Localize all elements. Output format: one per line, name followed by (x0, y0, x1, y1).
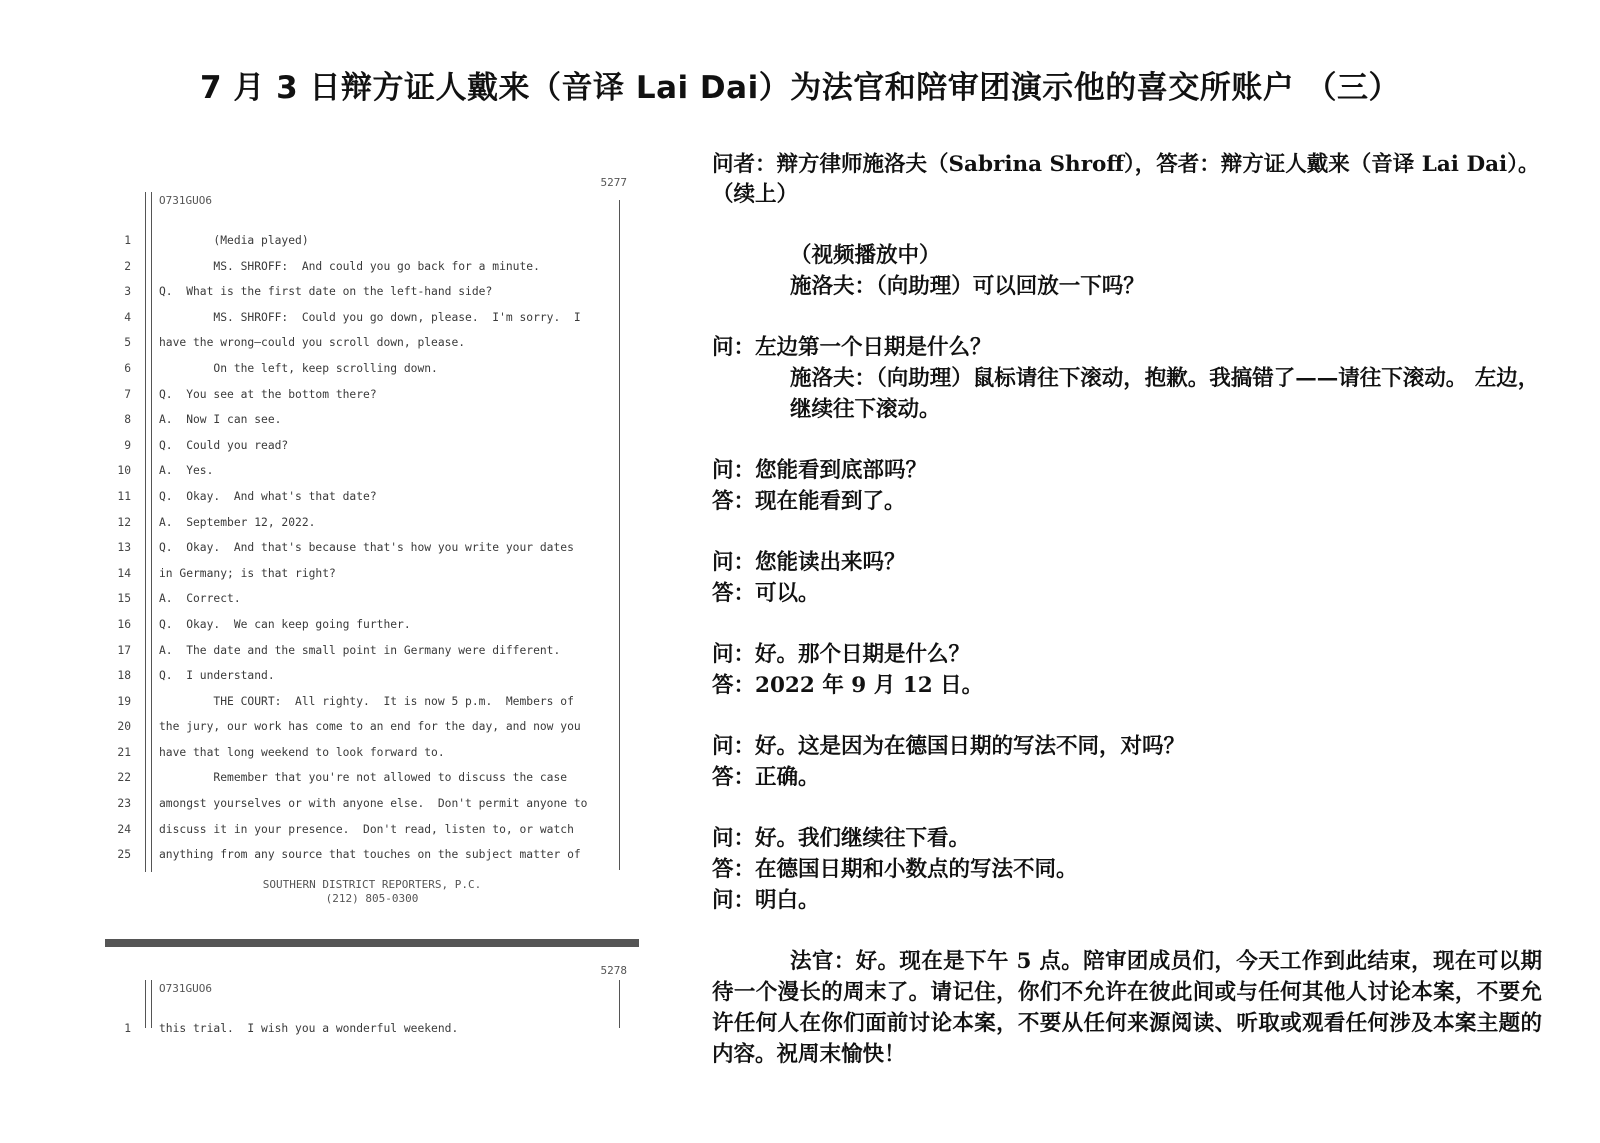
question-6: 问：好。我们继续往下看。 (712, 826, 971, 851)
line-number: 18 (117, 669, 131, 683)
line-number: 22 (117, 771, 131, 785)
line-text: Q. Okay. And what's that date? (159, 489, 377, 503)
line-text: On the left, keep scrolling down. (159, 361, 438, 375)
transcript-lines (105, 228, 615, 868)
line-number: 7 (124, 387, 131, 401)
transcript-line (105, 842, 615, 868)
case-code: O731GUO6 (159, 194, 212, 207)
line-number: 6 (124, 361, 131, 375)
line-text: A. The date and the small point in Germany were different. (159, 643, 561, 657)
page-divider (105, 939, 639, 947)
transcript-line (105, 382, 615, 408)
transcript-line (105, 1016, 615, 1042)
line-number: 16 (117, 617, 131, 631)
line-number: 10 (117, 464, 131, 478)
translation-header: 问者：辩方律师施洛夫（Sabrina Shroff），答者：辩方证人戴来（音译 Lai Dai）。（续上） (712, 152, 1540, 207)
transcript-line (105, 612, 615, 638)
transcript-line (105, 740, 615, 766)
reporter-name: SOUTHERN DISTRICT REPORTERS, P.C. (262, 878, 482, 891)
line-number: 13 (117, 541, 131, 555)
transcript-line (105, 791, 615, 817)
transcript-line (105, 330, 615, 356)
line-number: 15 (117, 592, 131, 606)
line-number: 24 (117, 822, 131, 836)
transcript-line (105, 561, 615, 587)
answer-3: 答：可以。 (712, 581, 820, 606)
transcript-line (105, 458, 615, 484)
line-text: Q. What is the first date on the left-hand side? (159, 285, 493, 299)
transcript-line (105, 228, 615, 254)
right-margin-rule (619, 200, 620, 870)
line-number: 5 (124, 336, 131, 350)
line-text: in Germany; is that right? (159, 566, 336, 580)
transcript-line (105, 279, 615, 305)
reporter-footer (105, 878, 639, 906)
line-number: 2 (124, 259, 131, 273)
line-text: Q. I understand. (159, 669, 275, 683)
line-text: MS. SHROFF: And could you go back for a minute. (159, 259, 540, 273)
answer-2: 答：现在能看到了。 (712, 489, 906, 514)
line-number: 4 (124, 310, 131, 324)
line-text: Q. Okay. And that's because that's how you write your dates (159, 541, 574, 555)
transcript-line (105, 510, 615, 536)
line-text: MS. SHROFF: Could you go down, please. I'm sorry. I (159, 310, 581, 324)
line-text: the jury, our work has come to an end for the day, and now you (159, 720, 581, 734)
court-remark: 法官：好。现在是下午 5 点。陪审团成员们，今天工作到此结束，现在可以期待一个漫长的周末了。请记住，你们不允许在彼此间或与任何其他人讨论本案，不要允许任何人在你们面前讨论本案，不要从任何来源阅读、听取或观看任何涉及本案主题的内容。祝周末愉快！ (712, 949, 1542, 1067)
line-number: 21 (117, 745, 131, 759)
line-number: 11 (117, 489, 131, 503)
transcript-line (105, 689, 615, 715)
page-title: 7 月 3 日辩方证人戴来（音译 Lai Dai）为法官和陪审团演示他的喜交所账户 （三） (200, 70, 1400, 106)
line-text: this trial. I wish you a wonderful weekend. (159, 1022, 459, 1035)
transcript-line (105, 356, 615, 382)
transcript-line (105, 586, 615, 612)
question-3: 问：您能读出来吗？ (712, 550, 906, 575)
page-number: 5278 (600, 964, 627, 977)
line-text: A. Now I can see. (159, 413, 282, 427)
line-text: anything from any source that touches on the subject matter of (159, 848, 581, 862)
line-text: amongst yourselves or with anyone else. Don't permit anyone to (159, 797, 588, 811)
answer-4: 答：2022 年 9 月 12 日。 (712, 673, 984, 698)
line-text: A. September 12, 2022. (159, 515, 316, 529)
line-number: 17 (117, 643, 131, 657)
transcript-line (105, 663, 615, 689)
line-text: Q. Okay. We can keep going further. (159, 617, 411, 631)
chinese-translation (712, 150, 1542, 1070)
line-text: Remember that you're not allowed to discuss the case (159, 771, 568, 785)
transcript-line (105, 433, 615, 459)
line-text: discuss it in your presence. Don't read, listen to, or watch (159, 822, 574, 836)
transcript-line (105, 765, 615, 791)
media-note: （视频播放中） (790, 243, 941, 268)
line-number: 1 (124, 234, 131, 247)
line-number: 14 (117, 566, 131, 580)
transcript-page-5278 (105, 958, 639, 1038)
line-number: 8 (124, 413, 131, 427)
line-number: 23 (117, 797, 131, 811)
transcript-lines (105, 1016, 615, 1042)
transcript-page-5277 (105, 170, 639, 910)
question-4: 问：好。那个日期是什么？ (712, 642, 971, 667)
line-number: 9 (124, 438, 131, 452)
question-7: 问：明白。 (712, 888, 820, 913)
answer-6: 答：在德国日期和小数点的写法不同。 (712, 857, 1078, 882)
line-text: (Media played) (159, 234, 309, 247)
line-number: 25 (117, 848, 131, 862)
right-margin-rule (619, 980, 620, 1028)
transcript-line (105, 407, 615, 433)
line-number: 19 (117, 694, 131, 708)
line-text: A. Yes. (159, 464, 214, 478)
line-text: A. Correct. (159, 592, 241, 606)
line-number: 12 (117, 515, 131, 529)
transcript-line (105, 305, 615, 331)
reporter-phone: (212) 805-0300 (325, 892, 419, 905)
question-5: 问：好。这是因为在德国日期的写法不同，对吗？ (712, 734, 1186, 759)
line-text: THE COURT: All righty. It is now 5 p.m. Members of (159, 694, 574, 708)
line-number: 20 (117, 720, 131, 734)
shroff-remark-2: 施洛夫：（向助理）鼠标请往下滚动，抱歉。我搞错了——请往下滚动。 左边，继续往下滚动。 (790, 366, 1540, 422)
line-text: Q. Could you read? (159, 438, 289, 452)
line-text: have that long weekend to look forward to. (159, 745, 445, 759)
transcript-line (105, 817, 615, 843)
question-2: 问：您能看到底部吗？ (712, 458, 928, 483)
shroff-remark-1: 施洛夫：（向助理）可以回放一下吗？ (790, 274, 1145, 299)
transcript-line (105, 638, 615, 664)
line-number: 3 (124, 285, 131, 299)
transcript-line (105, 254, 615, 280)
transcript-line (105, 535, 615, 561)
line-text: have the wrong—could you scroll down, please. (159, 336, 466, 350)
transcript-line (105, 484, 615, 510)
transcript-line (105, 714, 615, 740)
page-number: 5277 (600, 176, 627, 189)
question-1: 问：左边第一个日期是什么？ (712, 335, 992, 360)
line-number: 1 (124, 1022, 131, 1035)
answer-5: 答：正确。 (712, 765, 820, 790)
line-text: Q. You see at the bottom there? (159, 387, 377, 401)
case-code: O731GUO6 (159, 982, 212, 995)
